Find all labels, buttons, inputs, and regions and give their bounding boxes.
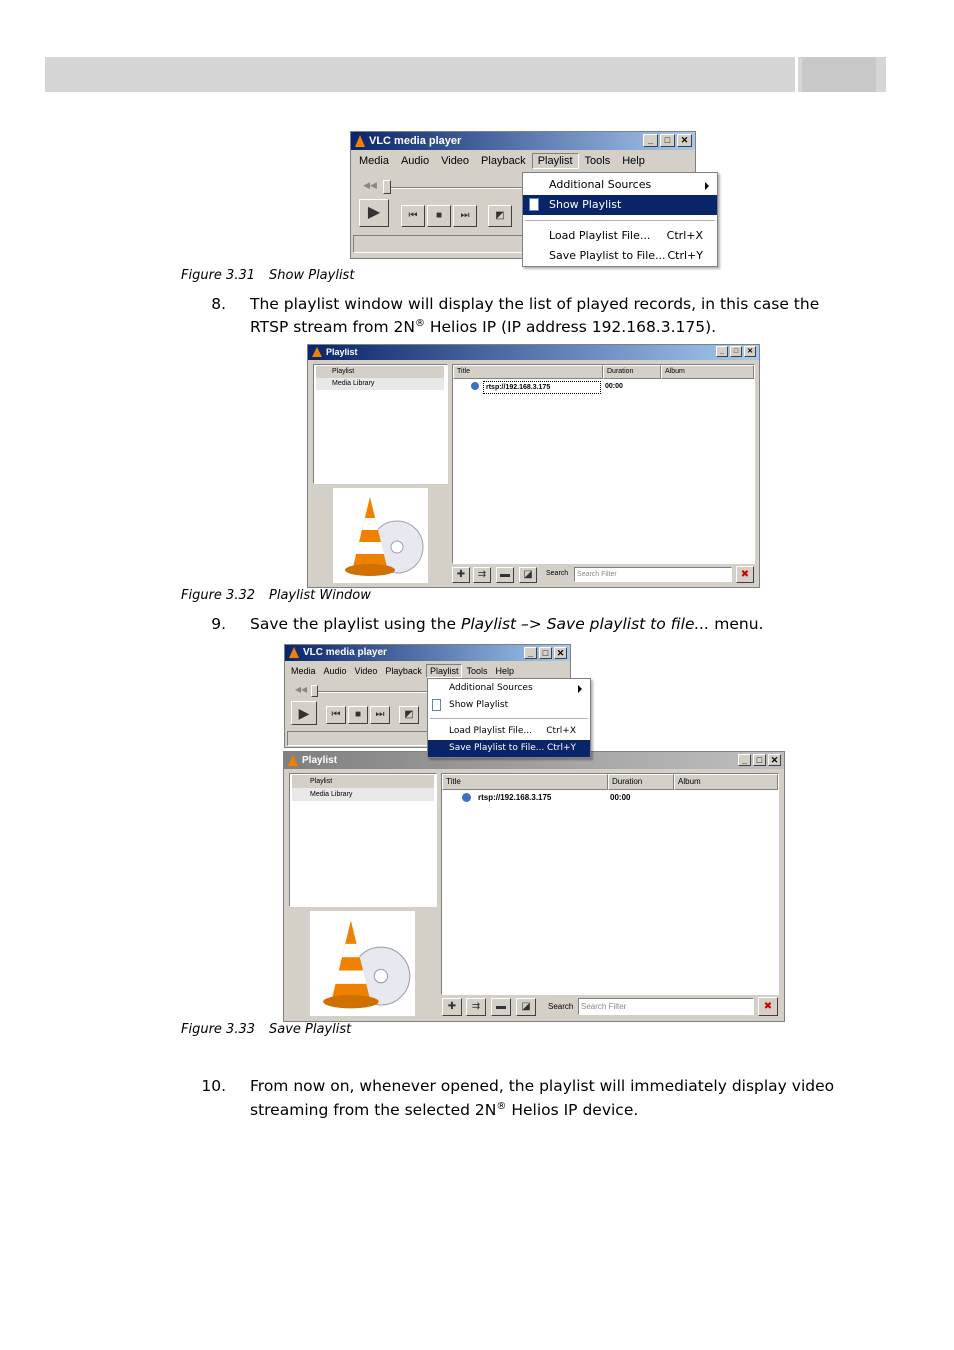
menu-help[interactable]: Help bbox=[622, 155, 645, 167]
clear-search-button[interactable]: ✖ bbox=[736, 566, 754, 583]
menu-tools[interactable]: Tools bbox=[584, 155, 611, 167]
menu-item-load-playlist[interactable]: Load Playlist File... Ctrl+X bbox=[449, 726, 576, 736]
tree-item-playlist[interactable]: Playlist bbox=[292, 775, 434, 788]
playlist-title-bar: Playlist _ □ ✕ bbox=[308, 345, 759, 360]
close-button[interactable]: ✕ bbox=[768, 754, 781, 766]
menu-separator bbox=[525, 220, 715, 221]
playlist-tree bbox=[313, 364, 448, 484]
prev-button[interactable]: ⏮ bbox=[401, 205, 425, 227]
random-button[interactable]: ◪ bbox=[516, 998, 536, 1016]
playlist-list-icon bbox=[432, 699, 441, 711]
menu-item-show-playlist[interactable]: Show Playlist bbox=[428, 697, 590, 714]
menu-playlist[interactable]: Playlist bbox=[426, 664, 463, 678]
menu-item-additional-sources[interactable]: Additional Sources bbox=[428, 680, 590, 697]
close-button[interactable]: ✕ bbox=[744, 346, 756, 357]
playlist-window-fig33 bbox=[283, 751, 785, 1022]
menu-media[interactable]: Media bbox=[359, 155, 389, 167]
stream-icon bbox=[471, 382, 479, 390]
minimize-button[interactable]: _ bbox=[738, 754, 751, 766]
seek-slider[interactable] bbox=[311, 691, 427, 693]
tree-item-playlist[interactable]: Playlist bbox=[316, 366, 444, 378]
col-title[interactable]: Title bbox=[453, 365, 603, 379]
submenu-arrow-icon bbox=[705, 182, 709, 190]
caption-fig33: Figure 3.33 Save Playlist bbox=[181, 1022, 352, 1037]
close-button[interactable]: ✕ bbox=[677, 134, 692, 147]
search-label: Search bbox=[546, 570, 569, 577]
header-page-box bbox=[798, 57, 886, 92]
menu-playback[interactable]: Playback bbox=[481, 155, 526, 167]
menu-audio[interactable]: Audio bbox=[400, 155, 430, 167]
playlist-menu-fig31 bbox=[522, 172, 718, 267]
add-button[interactable]: ✚ bbox=[452, 567, 470, 583]
maximize-button[interactable]: □ bbox=[730, 346, 742, 357]
minimize-button[interactable]: _ bbox=[524, 647, 537, 659]
menu-item-show-playlist[interactable]: Show Playlist bbox=[523, 195, 717, 215]
menu-video[interactable]: Video bbox=[441, 155, 470, 167]
sort-button[interactable]: ⇉ bbox=[466, 998, 486, 1016]
random-button[interactable]: ◪ bbox=[519, 567, 537, 583]
menu-help[interactable]: Help bbox=[495, 666, 514, 676]
menu-playlist[interactable]: Playlist bbox=[532, 153, 579, 169]
next-button[interactable]: ⏭ bbox=[370, 706, 390, 724]
sort-button[interactable]: ⇉ bbox=[473, 567, 491, 583]
maximize-button[interactable]: □ bbox=[753, 754, 766, 766]
stop-button[interactable]: ■ bbox=[427, 205, 451, 227]
next-button[interactable]: ⏭ bbox=[453, 205, 477, 227]
submenu-arrow-icon bbox=[578, 685, 582, 693]
add-button[interactable]: ✚ bbox=[442, 998, 462, 1016]
menu-item-save-playlist[interactable]: Save Playlist to File... Ctrl+Y bbox=[428, 740, 590, 757]
fullscreen-button[interactable]: ◩ bbox=[488, 205, 512, 227]
prev-button[interactable]: ⏮ bbox=[326, 706, 346, 724]
col-album[interactable]: Album bbox=[661, 365, 754, 379]
col-title[interactable]: Title bbox=[442, 774, 608, 790]
header-bar bbox=[45, 57, 795, 92]
menu-item-load-playlist[interactable]: Load Playlist File... Ctrl+X bbox=[549, 229, 703, 242]
menu-bar bbox=[353, 151, 693, 171]
caption-fig32: Figure 3.32 Playlist Window bbox=[181, 588, 371, 603]
search-input[interactable]: Search Filter bbox=[574, 567, 732, 582]
col-duration[interactable]: Duration bbox=[603, 365, 661, 379]
vlc-cone-disc-icon bbox=[335, 492, 425, 582]
table-row[interactable]: rtsp://192.168.3.175 00:00 bbox=[442, 792, 778, 804]
clear-search-button[interactable]: ✖ bbox=[758, 997, 778, 1016]
rewind-icon[interactable]: ◀◀ bbox=[294, 685, 308, 694]
col-album[interactable]: Album bbox=[674, 774, 778, 790]
menu-item-additional-sources[interactable]: Additional Sources bbox=[523, 175, 717, 195]
fullscreen-button[interactable]: ◩ bbox=[399, 706, 419, 724]
close-button[interactable]: ✕ bbox=[554, 647, 567, 659]
menu-separator bbox=[430, 718, 588, 719]
playlist-window-fig32 bbox=[307, 344, 760, 588]
menu-media[interactable]: Media bbox=[291, 666, 316, 676]
table-row[interactable]: rtsp://192.168.3.175 00:00 bbox=[453, 381, 753, 392]
menu-audio[interactable]: Audio bbox=[323, 666, 347, 676]
playlist-menu-fig33 bbox=[427, 678, 591, 758]
remove-button[interactable]: ▬ bbox=[496, 567, 514, 583]
vlc-title-bar: VLC media player _ □ ✕ bbox=[285, 645, 570, 661]
minimize-button[interactable]: _ bbox=[643, 134, 658, 147]
tree-item-media-library[interactable]: Media Library bbox=[292, 788, 434, 801]
menu-item-save-playlist[interactable]: Save Playlist to File... Ctrl+Y bbox=[549, 249, 703, 262]
stream-icon bbox=[462, 793, 471, 802]
vlc-cone-disc-icon bbox=[312, 915, 412, 1015]
maximize-button[interactable]: □ bbox=[539, 647, 552, 659]
playlist-tree bbox=[289, 773, 437, 907]
playlist-list bbox=[441, 773, 779, 995]
caption-fig31: Figure 3.31 Show Playlist bbox=[181, 268, 355, 283]
vlc-title: VLC media player bbox=[369, 135, 462, 147]
playlist-list bbox=[452, 364, 755, 564]
vlc-title-bar bbox=[351, 132, 695, 150]
seek-thumb[interactable] bbox=[383, 180, 391, 194]
search-label: Search bbox=[548, 1002, 574, 1011]
menu-video[interactable]: Video bbox=[354, 666, 378, 676]
vlc-cone-icon bbox=[289, 647, 299, 658]
vlc-cone-icon bbox=[355, 135, 365, 147]
remove-button[interactable]: ▬ bbox=[491, 998, 511, 1016]
play-button[interactable]: ▶ bbox=[291, 701, 317, 725]
vlc-cone-icon bbox=[288, 755, 298, 766]
menu-tools[interactable]: Tools bbox=[466, 666, 488, 676]
play-button[interactable]: ▶ bbox=[359, 199, 389, 227]
menu-playback[interactable]: Playback bbox=[385, 666, 422, 676]
seek-thumb[interactable] bbox=[311, 685, 318, 697]
playlist-title-bar: Playlist _ □ ✕ bbox=[284, 752, 784, 769]
rewind-icon[interactable]: ◀◀ bbox=[363, 180, 377, 190]
vlc-cone-icon bbox=[312, 347, 322, 357]
col-duration[interactable]: Duration bbox=[608, 774, 674, 790]
search-input[interactable]: Search Filter bbox=[578, 998, 754, 1015]
tree-item-media-library[interactable]: Media Library bbox=[316, 378, 444, 390]
maximize-button[interactable]: □ bbox=[660, 134, 675, 147]
minimize-button[interactable]: _ bbox=[716, 346, 728, 357]
stop-button[interactable]: ■ bbox=[348, 706, 368, 724]
playlist-list-icon bbox=[529, 198, 539, 211]
seek-slider[interactable] bbox=[383, 187, 523, 189]
